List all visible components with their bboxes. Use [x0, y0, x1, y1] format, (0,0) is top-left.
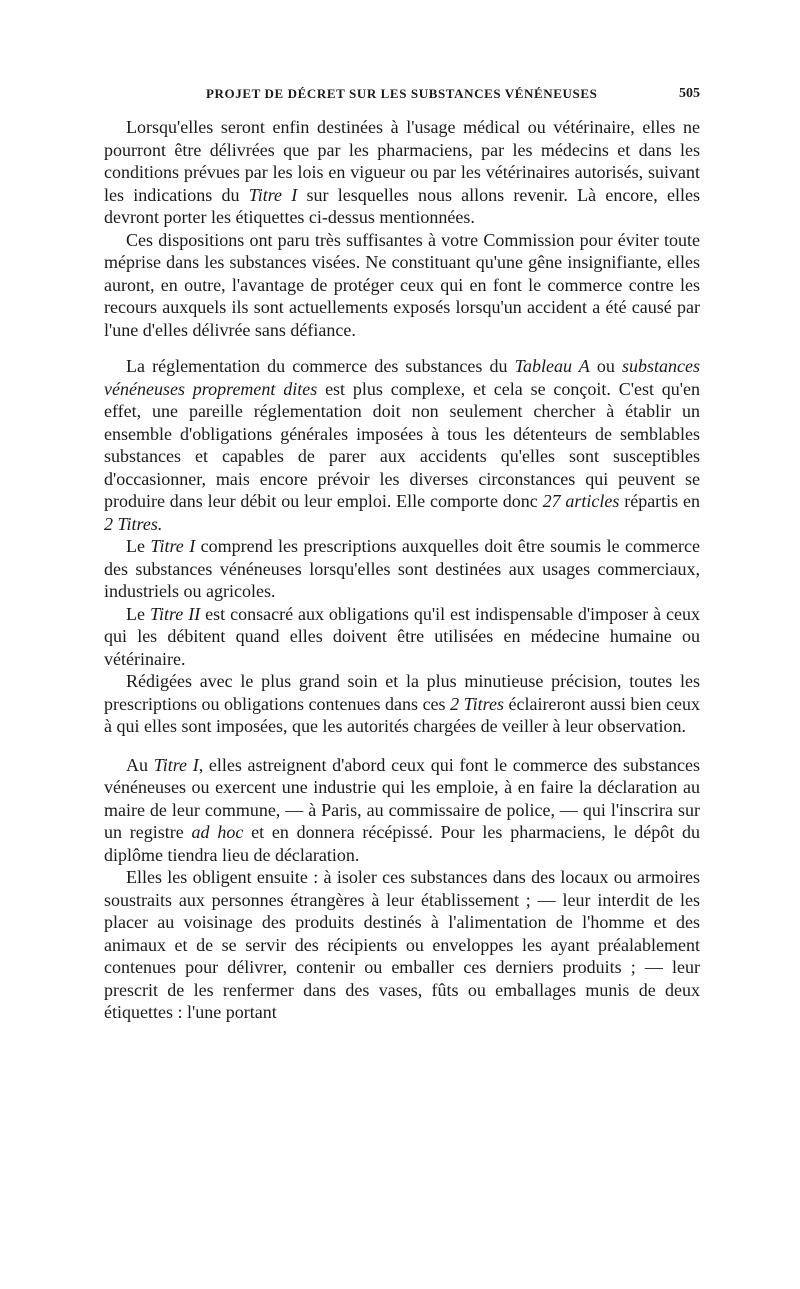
italic-text: Titre I: [248, 184, 298, 205]
paragraph: [104, 603, 700, 671]
italic-text: Titre I: [153, 754, 199, 775]
paragraph: [104, 754, 700, 867]
italic-text: 2 Titres: [450, 693, 504, 714]
paragraph: [104, 229, 700, 342]
paragraph-text: est consacré aux obligations qu'il est indispensable d'imposer à ceux qui les débitent quand elles doivent être utilisées en médecine humaine ou vétérinaire.: [104, 603, 700, 669]
paragraph-text: éclaireront aussi bien ceux à qui elles sont imposées, que les autorités chargées de veiller à leur observation.: [104, 693, 701, 736]
paragraph: [104, 355, 700, 535]
body-text: [104, 116, 700, 1024]
italic-text: Titre I: [150, 536, 196, 556]
italic-text: ad hoc: [191, 822, 244, 842]
paragraph-text: comprend les prescriptions auxquelles doit être soumis le commerce des substances vénéneuses lorsqu'elles sont destinées aux usages commerciaux, industriels ou agricoles.: [104, 536, 700, 601]
paragraph-text: sur lesquelles nous allons revenir. Là encore, elles devront porter les étiquettes ci-dessus mentionnées.: [104, 184, 701, 227]
running-header: [104, 86, 700, 106]
paragraph-text: La réglementation du commerce des substances du: [126, 356, 515, 376]
italic-text: 27 articles: [542, 491, 620, 511]
paragraph: [104, 535, 700, 603]
paragraph-text: , elles astreignent d'abord ceux qui font le commerce des substances vénéneuses ou exercent une industrie qui les emploie, à en faire la déclaration au maire de leur commune, — à Paris, au commissaire de police, — qui l'inscrira sur un registre: [104, 754, 701, 842]
paragraph-text: Elles les obligent ensuite : à isoler ces substances dans des locaux ou armoires soustraits aux personnes étrangères à leur établissement ; — leur interdit de les placer au voisinage des produits destinés à l'alimentation de l'homme et des animaux et de se servir des récipients ou enveloppes les ayant préalablement contenues pour délivrer, contenir ou emballer ces derniers produits ; — leur prescrit de les renfermer dans des vases, fûts ou emballages munis de deux étiquettes : l'une portant: [104, 867, 700, 1022]
paragraph: [104, 866, 700, 1024]
paragraph-text: Au: [126, 754, 154, 775]
paragraph-text: Le: [126, 536, 151, 556]
paragraph-text: Ces dispositions ont paru très suffisantes à votre Commission pour éviter toute méprise dans les substances visées. Ne constituant qu'une gêne insignifiante, elles auront, en outre, l'avantage de protéger ceux qui en font le commerce contre les recours auxquels ils sont actuellements exposés lorsqu'un accident a été causé par l'une d'elles délivrée sans défiance.: [104, 229, 700, 340]
italic-text: Tableau A: [514, 356, 590, 376]
paragraph: [104, 116, 700, 229]
paragraph-text: et en donnera récépissé. Pour les pharmaciens, le dépôt du diplôme tiendra lieu de déclaration.: [104, 822, 700, 865]
paragraph-text: répartis en: [619, 491, 700, 511]
running-title: PROJET DE DÉCRET SUR LES SUBSTANCES VÉNÉNEUSES: [206, 86, 598, 101]
paragraph: [104, 670, 700, 738]
paragraph-text: ou: [589, 356, 622, 376]
paragraph-text: Lorsqu'elles seront enfin destinées à l'usage médical ou vétérinaire, elles ne pourront être délivrées que par les pharmaciens, par les médecins et dans les conditions prévues par les lois en vigueur ou par les vétérinaires autorisés, suivant les indications du: [104, 117, 700, 205]
paragraph-text: est plus complexe, et cela se conçoit. C'est qu'en effet, une pareille réglementation doit non seulement chercher à établir un ensemble d'obligations générales imposées à tous les détenteurs de semblables substances et capables de parer aux accidents qu'elles sont susceptibles d'occasionner, mais encore prévoir les diverses circonstances qui peuvent se produire dans leur débit ou leur emploi. Elle comporte donc: [104, 378, 700, 511]
italic-text: 2 Titres.: [104, 513, 163, 534]
italic-text: Titre II: [149, 603, 201, 624]
page-number: 505: [679, 86, 700, 101]
italic-text: substances vénéneuses proprement dites: [104, 356, 700, 399]
paragraph-text: Rédigées avec le plus grand soin et la plus minutieuse précision, toutes les prescriptions ou obligations contenues dans ces: [104, 671, 700, 714]
paragraph-text: Le: [126, 603, 150, 624]
